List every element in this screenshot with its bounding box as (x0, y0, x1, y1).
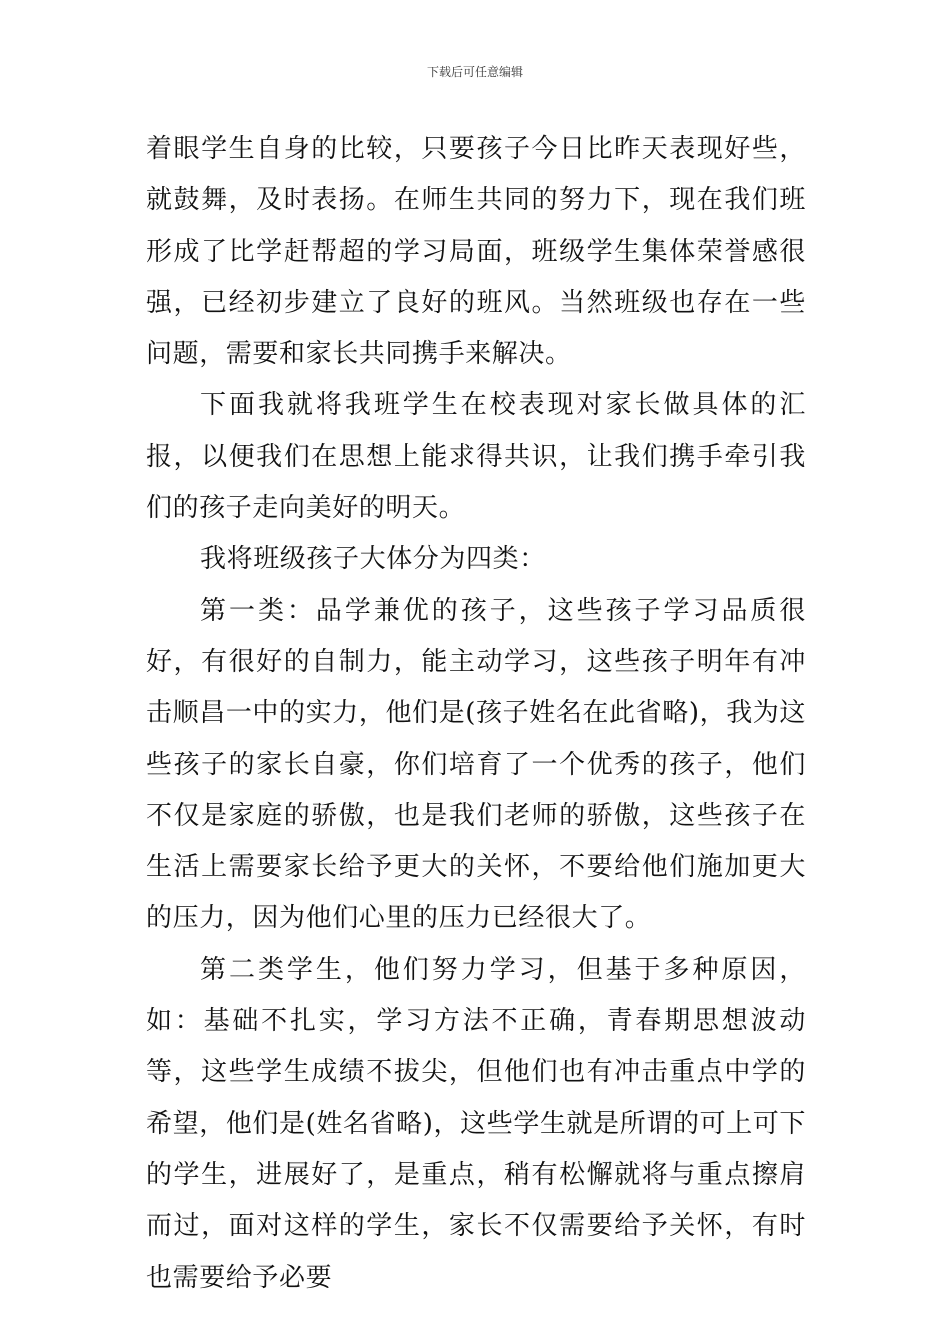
document-body (146, 124, 806, 1304)
page-header: 下载后可任意编辑 (426, 65, 523, 79)
paragraph-report-intro: 下面我就将我班学生在校表现对家长做具体的汇报，以便我们在思想上能求得共识，让我们携手牵引我们的孩子走向美好的明天。 (146, 390, 806, 524)
paragraph-four-categories: 我将班级孩子大体分为四类： (200, 544, 546, 575)
paragraph-category-two: 第二类学生，他们努力学习，但基于多种原因，如：基础不扎实，学习方法不正确，青春期思想波动等，这些学生成绩不拔尖，但他们也有冲击重点中学的希望，他们是(姓名省略)，这些学生就是所谓的可上可下的学生，进展好了，是重点，稍有松懈就将与重点擦肩而过，面对这样的学生，家长不仅需要给予关怀，有时也需要给予必要 (146, 954, 806, 1293)
paragraph-category-one: 第一类：品学兼优的孩子，这些孩子学习品质很好，有很好的自制力，能主动学习，这些孩子明年有冲击顺昌一中的实力，他们是(孩子姓名在此省略)，我为这些孩子的家长自豪，你们培育了一个优秀的孩子，他们不仅是家庭的骄傲，也是我们老师的骄傲，这些孩子在生活上需要家长给予更大的关怀，不要给他们施加更大的压力，因为他们心里的压力已经很大了。 (146, 595, 806, 934)
paragraph-continuation: 着眼学生自身的比较，只要孩子今日比昨天表现好些，就鼓舞，及时表扬。在师生共同的努力下，现在我们班形成了比学赶帮超的学习局面，班级学生集体荣誉感很强，已经初步建立了良好的班风。当然班级也存在一些问题，需要和家长共同携手来解决。 (146, 134, 806, 370)
